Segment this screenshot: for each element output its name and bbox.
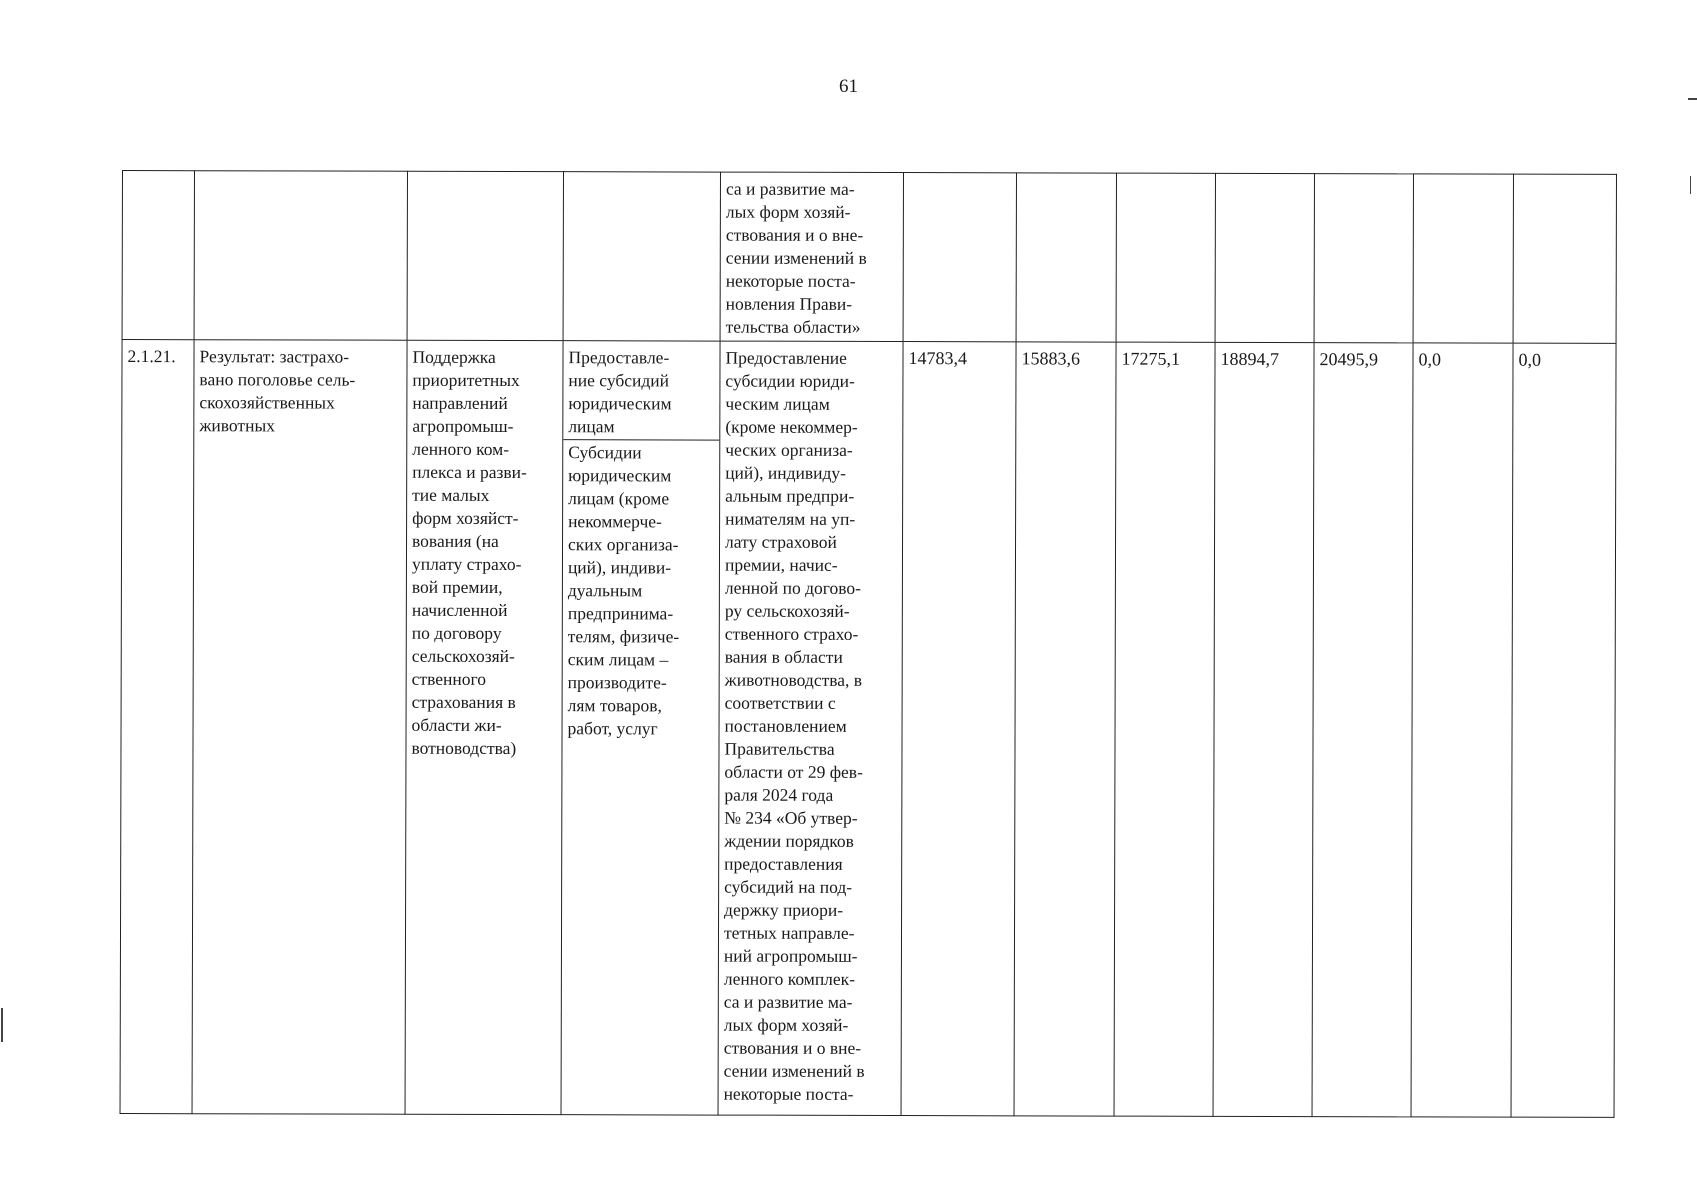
text-line: постановлением (724, 715, 847, 736)
value: 0,0 (1418, 349, 1442, 370)
text-line: раля 2024 года (724, 784, 834, 805)
direction-cell (405, 340, 563, 1114)
cell-empty (122, 171, 194, 340)
text-line: телям, физиче- (567, 626, 680, 647)
text-line: сении изменений в (725, 247, 867, 268)
text-line: ских организа- (567, 534, 679, 555)
value-cell (1213, 342, 1314, 1116)
text-line: ждении порядков (724, 830, 854, 851)
text-line: ний агропромыш- (723, 945, 858, 966)
text-line: (кроме некоммер- (725, 416, 858, 437)
text-line: сельскохозяй- (411, 645, 515, 667)
row-index-cell (120, 340, 194, 1114)
value: 17275,1 (1121, 348, 1181, 369)
text-line: агропромыш- (412, 415, 514, 437)
text-line: лицам (568, 416, 615, 437)
edge-mark (1, 1008, 3, 1042)
value: 0,0 (1518, 349, 1542, 370)
value-cell (1511, 343, 1616, 1117)
text-line: новления Прави- (725, 293, 853, 314)
description-cell (718, 341, 903, 1115)
text-line: области от 29 фев- (724, 761, 863, 782)
text-line: животноводства, в (724, 669, 863, 690)
text-line: скохозяйственных (199, 392, 335, 413)
text-line: лям товаров, (567, 695, 662, 716)
edge-mark (1690, 176, 1691, 194)
text-line: вания в области (724, 646, 843, 667)
text-line: ру сельскохозяй- (724, 600, 850, 621)
text-line: субсидии юриди- (725, 370, 855, 391)
text-line: предоставления (724, 853, 843, 874)
text-line: ленного ком- (412, 438, 510, 460)
text-line: тие малых (412, 484, 490, 505)
type-cell (561, 341, 720, 1115)
result-cell (192, 340, 407, 1115)
program-table (120, 170, 1617, 1118)
text-line: работ, услуг (567, 718, 658, 739)
cell-empty (1513, 174, 1616, 343)
text-line: ческим лицам (725, 393, 830, 414)
cell-empty (1314, 174, 1413, 343)
text-line: са и развитие ма- (725, 178, 855, 199)
text-line: Правительства (724, 738, 835, 759)
page-number: 61 (839, 76, 858, 97)
text-line: некоторые поста- (723, 1083, 854, 1104)
text-line: вотноводства) (411, 737, 517, 759)
text-line: Результат: застрахо- (199, 346, 350, 367)
value: 20495,9 (1319, 349, 1379, 370)
value: 15883,6 (1021, 348, 1081, 369)
text-line: ленной по догово- (724, 577, 862, 598)
text-line: Предоставле- (568, 347, 670, 368)
text-line: ленного комплек- (723, 968, 856, 989)
continued-description-cell (720, 172, 903, 341)
text-line: ским лицам – (567, 649, 669, 670)
text-line: ций), индиви- (567, 557, 672, 578)
type-bottom-block (563, 440, 720, 740)
text-line: Предоставление (725, 347, 847, 368)
text-line: некоммерче- (568, 511, 662, 532)
text-line: ческих организа- (725, 439, 853, 460)
cell-empty (563, 172, 720, 341)
text-line: вования (на (412, 530, 499, 551)
text-line: Поддержка (412, 346, 496, 367)
cell-empty (194, 171, 407, 341)
text-line: вой премии, (411, 576, 503, 597)
value-cell (901, 342, 1016, 1116)
edge-mark (1688, 98, 1697, 100)
text-line: нимателям на уп- (725, 508, 856, 529)
continued-row (122, 171, 1616, 344)
text-line: юридическим (568, 465, 672, 486)
cell-empty (1016, 173, 1116, 342)
value-cell (1114, 342, 1215, 1116)
text-line: дуальным (567, 580, 643, 601)
type-top-block (563, 346, 719, 440)
text-line: плекса и разви- (412, 461, 527, 483)
text-line: субсидий на под- (724, 876, 853, 897)
value: 14783,4 (908, 348, 968, 369)
text-line: лых форм хозяй- (725, 201, 851, 222)
text-line: са и развитие ма- (723, 991, 853, 1012)
text-line: № 234 «Об утвер- (724, 807, 858, 828)
text-line: вано поголовье сель- (199, 369, 356, 390)
text-line: некоторые поста- (725, 270, 856, 291)
text-line: приоритетных (412, 369, 520, 391)
text-line: уплату страхо- (411, 553, 522, 575)
text-line: сении изменений в (723, 1060, 865, 1081)
text-line: ствования и о вне- (723, 1037, 862, 1058)
cell-empty (903, 173, 1016, 342)
text-line: ственного (411, 668, 487, 689)
text-line: предпринима- (567, 603, 674, 624)
text-line: ственного страхо- (724, 623, 859, 644)
value-cell (1312, 343, 1413, 1117)
text-line: соответствии с (724, 692, 836, 713)
text-line: начисленной (411, 599, 508, 621)
cell-empty (1116, 173, 1215, 342)
text-line: альным предпри- (725, 485, 855, 506)
text-line: тельства области» (725, 316, 861, 337)
text-line: юридическим (568, 393, 672, 414)
text-line: ций), индивиду- (725, 462, 847, 483)
text-line: держку приори- (724, 899, 844, 920)
text-line: лицам (кроме (568, 488, 670, 509)
text-line: области жи- (411, 714, 502, 735)
text-line: направлений (412, 392, 508, 414)
text-line: ние субсидий (568, 370, 670, 391)
cell-empty (1413, 174, 1513, 343)
text-line: животных (199, 415, 275, 436)
value: 18894,7 (1220, 348, 1280, 370)
text-line: производите- (567, 672, 667, 693)
text-line: ствования и о вне- (725, 224, 864, 245)
text-line: лату страховой (725, 531, 837, 552)
value-cell (1411, 343, 1513, 1117)
row-index: 2.1.21. (127, 346, 176, 367)
text-line: форм хозяйст- (412, 507, 519, 529)
text-line: страхования в (411, 691, 516, 713)
text-line: лых форм хозяй- (723, 1014, 849, 1035)
text-line: Субсидии (568, 442, 642, 463)
text-line: по договору (411, 622, 502, 643)
value-cell (1014, 342, 1116, 1116)
cell-empty (1215, 173, 1314, 342)
text-line: тетных направле- (723, 922, 855, 943)
text-line: премии, начис- (724, 554, 838, 575)
cell-empty (407, 171, 563, 340)
table-row (120, 340, 1616, 1118)
